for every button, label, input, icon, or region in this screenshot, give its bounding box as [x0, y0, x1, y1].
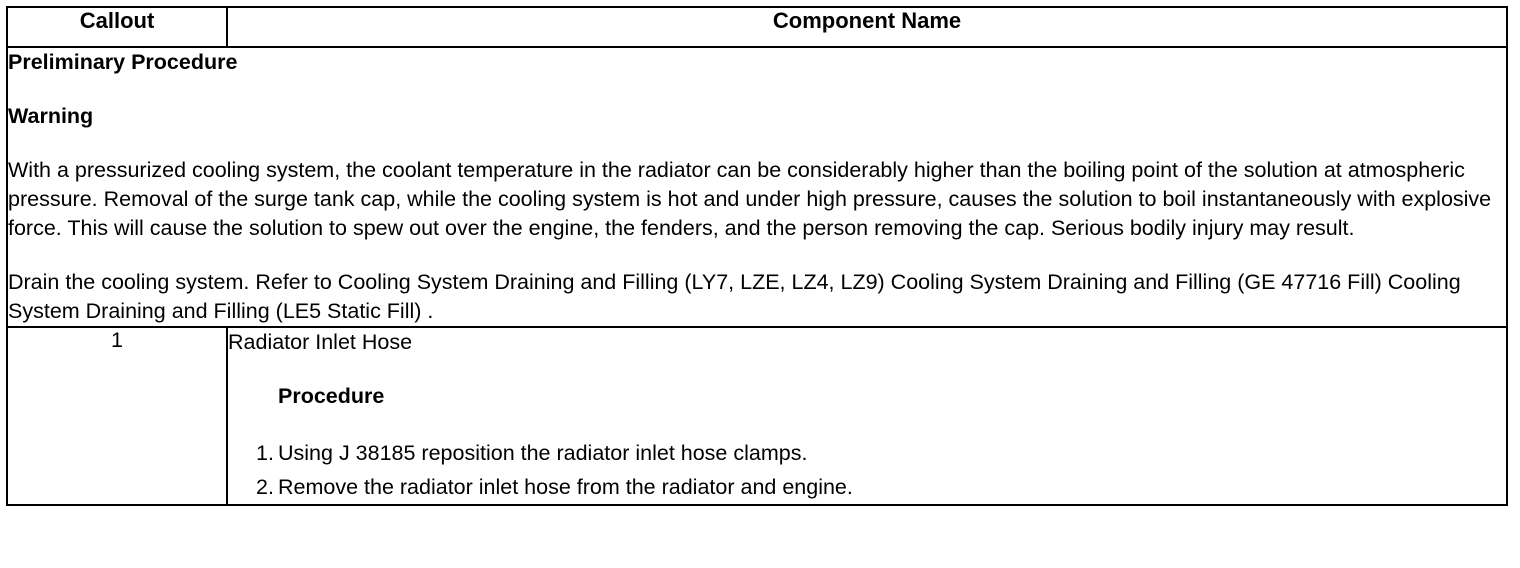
- header-row: [7, 7, 1507, 47]
- step-number: 2.: [256, 475, 274, 499]
- procedure-steps: [228, 436, 1506, 504]
- component-cell: [227, 327, 1507, 505]
- callout-column-header: Callout: [7, 7, 227, 47]
- callout-number: 1: [7, 327, 227, 505]
- warning-title: Warning: [8, 104, 94, 128]
- procedure-table: [6, 6, 1508, 506]
- step-number: 1.: [256, 441, 274, 465]
- procedure-title: Procedure: [278, 384, 385, 408]
- list-item: [256, 470, 1506, 504]
- preliminary-cell: [7, 47, 1507, 327]
- preliminary-title: Preliminary Procedure: [8, 50, 238, 74]
- component-name: Radiator Inlet Hose: [228, 330, 413, 354]
- list-item: [256, 436, 1506, 470]
- table-row: [7, 327, 1507, 505]
- preliminary-row: [7, 47, 1507, 327]
- warning-text: With a pressurized cooling system, the coolant temperature in the radiator can be considerably higher than the boiling point of the solution at atmospheric pressure. Removal of the surge tank cap, while the cooling system is hot and under high pressure, causes the solution to boil instantaneously with explosive force. This will cause the solution to spew out over the engine, the fenders, and the person removing the cap. Serious bodily injury may result.: [8, 158, 1492, 240]
- drain-instruction: Drain the cooling system. Refer to Cooling System Draining and Filling (LY7, LZE, LZ4, LZ9) Cooling System Draining and Filling (GE 47716 Fill) Cooling System Draining and Filling (LE5 Static Fill) .: [8, 270, 1461, 323]
- component-name-column-header: Component Name: [227, 7, 1507, 47]
- step-text: Using J 38185 reposition the radiator inlet hose clamps.: [278, 441, 808, 465]
- step-text: Remove the radiator inlet hose from the radiator and engine.: [278, 475, 853, 499]
